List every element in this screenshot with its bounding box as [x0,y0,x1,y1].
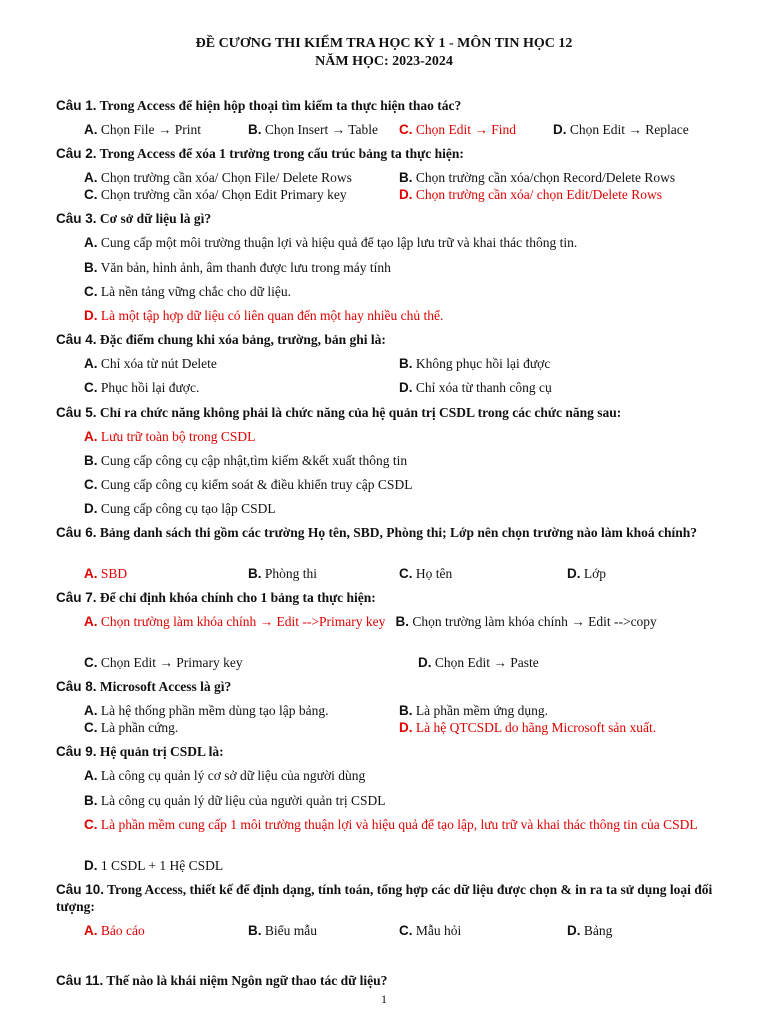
q1-option-a: A. Chọn File → Print [84,122,202,137]
question-1: Câu 1. Trong Access để hiện hộp thoại tìm kiếm ta thực hiện thao tác? [56,98,462,113]
q10-option-d: D. Bảng [567,923,613,938]
q4-option-a: A. Chỉ xóa từ nút Delete [84,356,217,371]
q10-option-c: C. Mẫu hỏi [399,923,462,938]
q6-option-b: B. Phòng thi [248,566,318,581]
q2-option-b: B. Chọn trường cần xóa/chọn Record/Delete Rows [399,170,676,185]
question-8: Câu 8. Microsoft Access là gì? [56,679,232,694]
question-7: Câu 7. Để chỉ định khóa chính cho 1 bảng ta thực hiện: [56,590,376,605]
q10-option-a: A. Báo cáo [84,923,145,938]
q8-option-c: C. Là phần cứng. [84,720,179,735]
q8-option-d: D. Là hệ QTCSDL do hãng Microsoft sản xuất. [399,720,657,735]
q5-option-a: A. Lưu trữ toàn bộ trong CSDL [84,429,256,444]
q7-option-d: D. Chọn Edit → Paste [418,655,539,670]
q10-option-b: B. Biểu mẫu [248,923,317,938]
question-3: Câu 3. Cơ sở dữ liệu là gì? [56,211,212,226]
q1-option-b: B. Chọn Insert → Table [248,122,379,137]
q4-option-d: D. Chỉ xóa từ thanh công cụ [399,380,552,395]
q3-option-b: B. Văn bản, hình ảnh, âm thanh được lưu trong máy tính [84,260,391,275]
q9-option-c: C. Là phần mềm cung cấp 1 môi trường thuận lợi và hiệu quả để tạo lập, lưu trữ và khai thác thông tin của CSDL [84,817,698,832]
q3-option-a: A. Cung cấp một môi trường thuận lợi và hiệu quả để tạo lập lưu trữ và khai thác thông tin. [84,235,578,250]
q9-option-b: B. Là công cụ quản lý dữ liệu của người quản trị CSDL [84,793,386,808]
q4-option-c: C. Phục hồi lại được. [84,380,200,395]
q6-option-a: A. SBD [84,566,128,581]
q5-option-c: C. Cung cấp công cụ kiểm soát & điều khiển truy cập CSDL [84,477,413,492]
question-5: Câu 5. Chỉ ra chức năng không phải là chức năng của hệ quản trị CSDL trong các chức năng sau: [56,405,622,420]
question-2: Câu 2. Trong Access để xóa 1 trường trong cấu trúc bảng ta thực hiện: [56,146,464,161]
q6-option-d: D. Lớp [567,566,607,581]
q8-option-b: B. Là phần mềm ứng dụng. [399,703,549,718]
question-9: Câu 9. Hệ quản trị CSDL là: [56,744,224,759]
q5-option-d: D. Cung cấp công cụ tạo lập CSDL [84,501,276,516]
question-6: Câu 6. Bảng danh sách thi gồm các trường Họ tên, SBD, Phòng thi; Lớp nên chọn trường nào làm khoá chính? [56,525,697,540]
doc-title: ĐỀ CƯƠNG THI KIỂM TRA HỌC KỲ 1 - MÔN TIN HỌC 12 [195,36,573,51]
q8-option-a: A. Là hệ thống phần mềm dùng tạo lập bảng. [84,703,329,718]
q7-option-a-b: A. Chọn trường làm khóa chính → Edit -->Primary key B. Chọn trường làm khóa chính → Edit -->copy [84,614,657,629]
doc-year: NĂM HỌC: 2023-2024 [315,54,453,69]
q6-option-c: C. Họ tên [399,566,453,581]
question-4: Câu 4. Đặc điểm chung khi xóa bảng, trường, bản ghi là: [56,332,386,347]
q1-option-d: D. Chọn Edit → Replace [553,122,689,137]
q3-option-d: D. Là một tập hợp dữ liệu có liên quan đến một hay nhiều chủ thể. [84,308,444,323]
q9-option-d: D. 1 CSDL + 1 Hệ CSDL [84,858,224,873]
q4-option-b: B. Không phục hồi lại được [399,356,551,371]
q2-option-a: A. Chọn trường cần xóa/ Chọn File/ Delete Rows [84,170,352,185]
q2-option-d: D. Chọn trường cần xóa/ chọn Edit/Delete Rows [399,187,663,202]
question-10: Câu 10. Trong Access, thiết kế để định dạng, tính toán, tổng hợp các dữ liệu được chọn & in ra ta sử dụng loại đối tượng: [56,882,713,914]
page-number: 1 [381,992,387,1006]
q9-option-a: A. Là công cụ quản lý cơ sở dữ liệu của người dùng [84,768,366,783]
q7-option-c: C. Chọn Edit → Primary key [84,655,243,670]
question-11: Câu 11. Thế nào là khái niệm Ngôn ngữ thao tác dữ liệu? [56,973,388,988]
q1-option-c: C. Chọn Edit → Find [399,122,517,137]
q5-option-b: B. Cung cấp công cụ cập nhật,tìm kiếm &kết xuất thông tin [84,453,408,468]
q2-option-c: C. Chọn trường cần xóa/ Chọn Edit Primary key [84,187,347,202]
q3-option-c: C. Là nền tảng vững chắc cho dữ liệu. [84,284,291,299]
